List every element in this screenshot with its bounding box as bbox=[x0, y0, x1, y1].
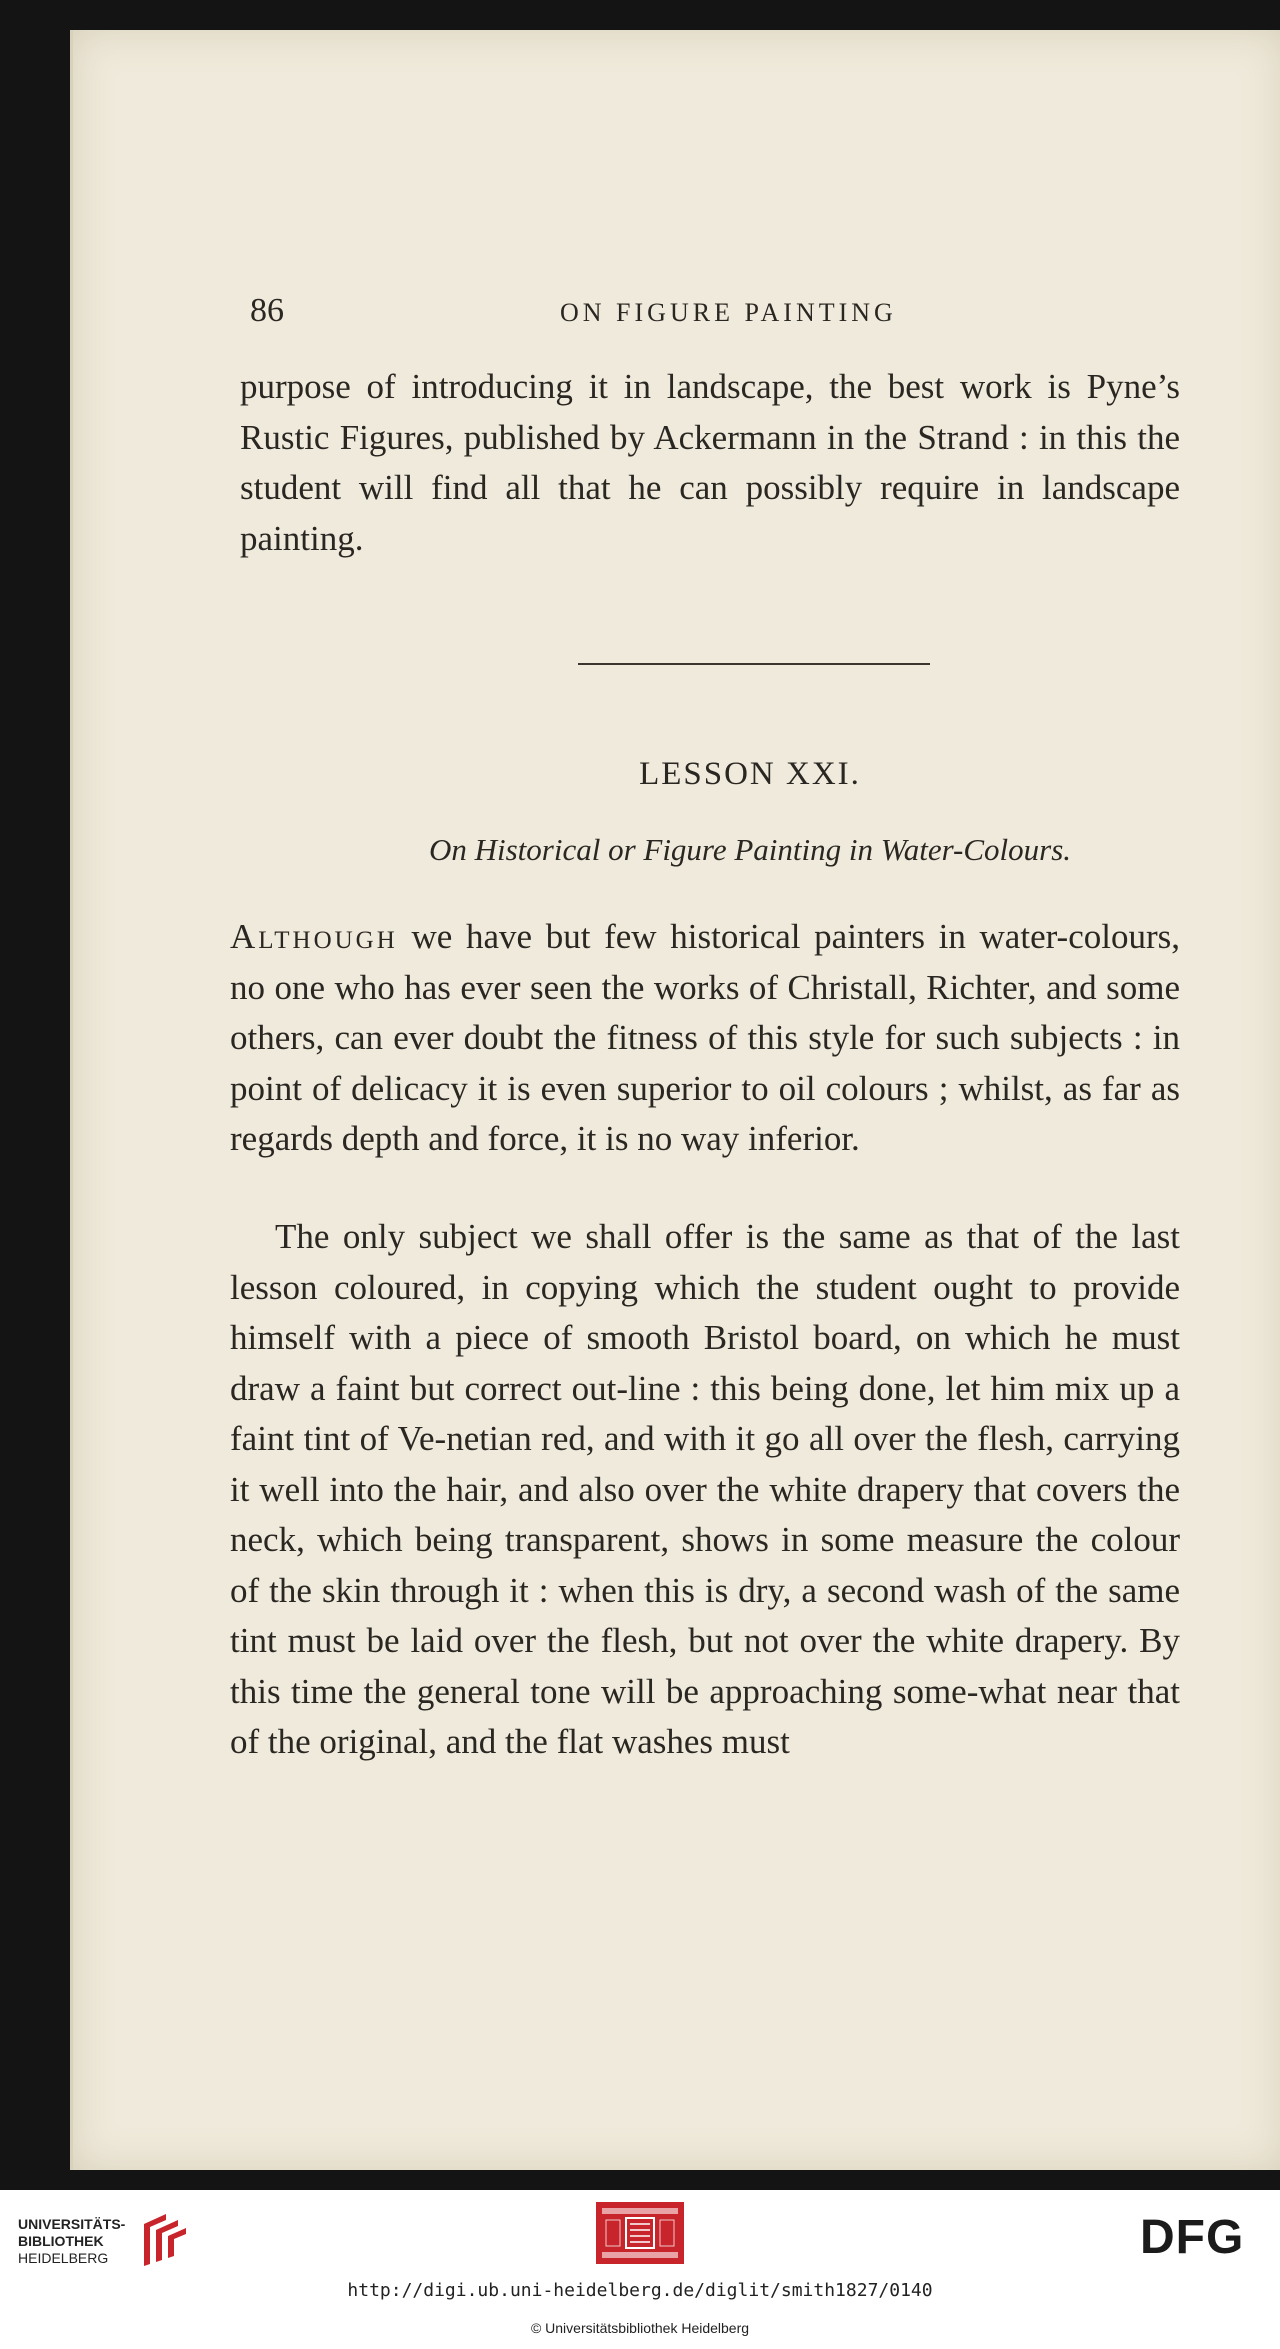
university-library-name bbox=[18, 2216, 125, 2267]
page-number: 86 bbox=[250, 292, 284, 329]
paragraph-3-text: The only subject we shall offer is the same as that of the last lesson coloured, in copying which the student ought to provide himself with a piece of smooth Bristol board, on which he must draw a faint but correct out-line : this being done, let him mix up a faint tint of Ve-netian red, and with it go all over the flesh, carrying it well into the hair, and also over the white drapery that covers the neck, which being transparent, shows in some measure the colour of the skin through it : when this is dry, a second wash of the same tint must be laid over the flesh, but not over the white drapery. By this time the general tone will be approaching some-what near that of the original, and the flat washes must bbox=[230, 1217, 1180, 1761]
lesson-subtitle: On Historical or Figure Painting in Water-Colours. bbox=[428, 832, 1072, 867]
paragraph-1-text: purpose of introducing it in landscape, the best work is Pyne’s Rustic Figures, published by Ackermann in the Strand : in this the student will find all that he can possibly require in landscape painting. bbox=[240, 367, 1180, 558]
permalink-url[interactable]: http://digi.ub.uni-heidelberg.de/diglit/smith1827/0140 bbox=[347, 2280, 933, 2301]
uni-line-1: UNIVERSITÄTS- bbox=[18, 2216, 126, 2232]
running-head bbox=[250, 292, 930, 332]
paragraph-2-lead-word: Although bbox=[230, 917, 398, 956]
uni-line-3: HEIDELBERG bbox=[18, 2250, 109, 2266]
epistemon-emblem-icon bbox=[596, 2202, 684, 2264]
dfg-logo[interactable]: DFG bbox=[1140, 2211, 1245, 2264]
uni-line-2: BIBLIOTHEK bbox=[18, 2233, 104, 2249]
university-library-logo[interactable] bbox=[18, 2202, 188, 2272]
paragraph-3 bbox=[230, 1212, 1180, 1768]
paragraph-2-text bbox=[230, 912, 1180, 1165]
university-mark-icon bbox=[136, 2210, 192, 2270]
epistemon-logo-icon[interactable] bbox=[596, 2202, 684, 2264]
paragraph-2 bbox=[230, 912, 1180, 1165]
paragraph-1 bbox=[240, 362, 1180, 564]
paragraph-2-body: we have but few historical painters in water-colours, no one who has ever seen the works of Christall, Richter, and some others, can ever doubt the fitness of this style for such subjects : in point of delicacy it is even superior to oil colours ; whilst, as far as regards depth and force, it is no way inferior. bbox=[230, 917, 1180, 1158]
lesson-heading: LESSON XXI. bbox=[639, 756, 861, 792]
footer bbox=[0, 2190, 1280, 2349]
running-title: ON FIGURE PAINTING bbox=[560, 298, 897, 327]
section-divider bbox=[578, 663, 930, 665]
copyright-notice: © Universitätsbibliothek Heidelberg bbox=[530, 2320, 750, 2336]
